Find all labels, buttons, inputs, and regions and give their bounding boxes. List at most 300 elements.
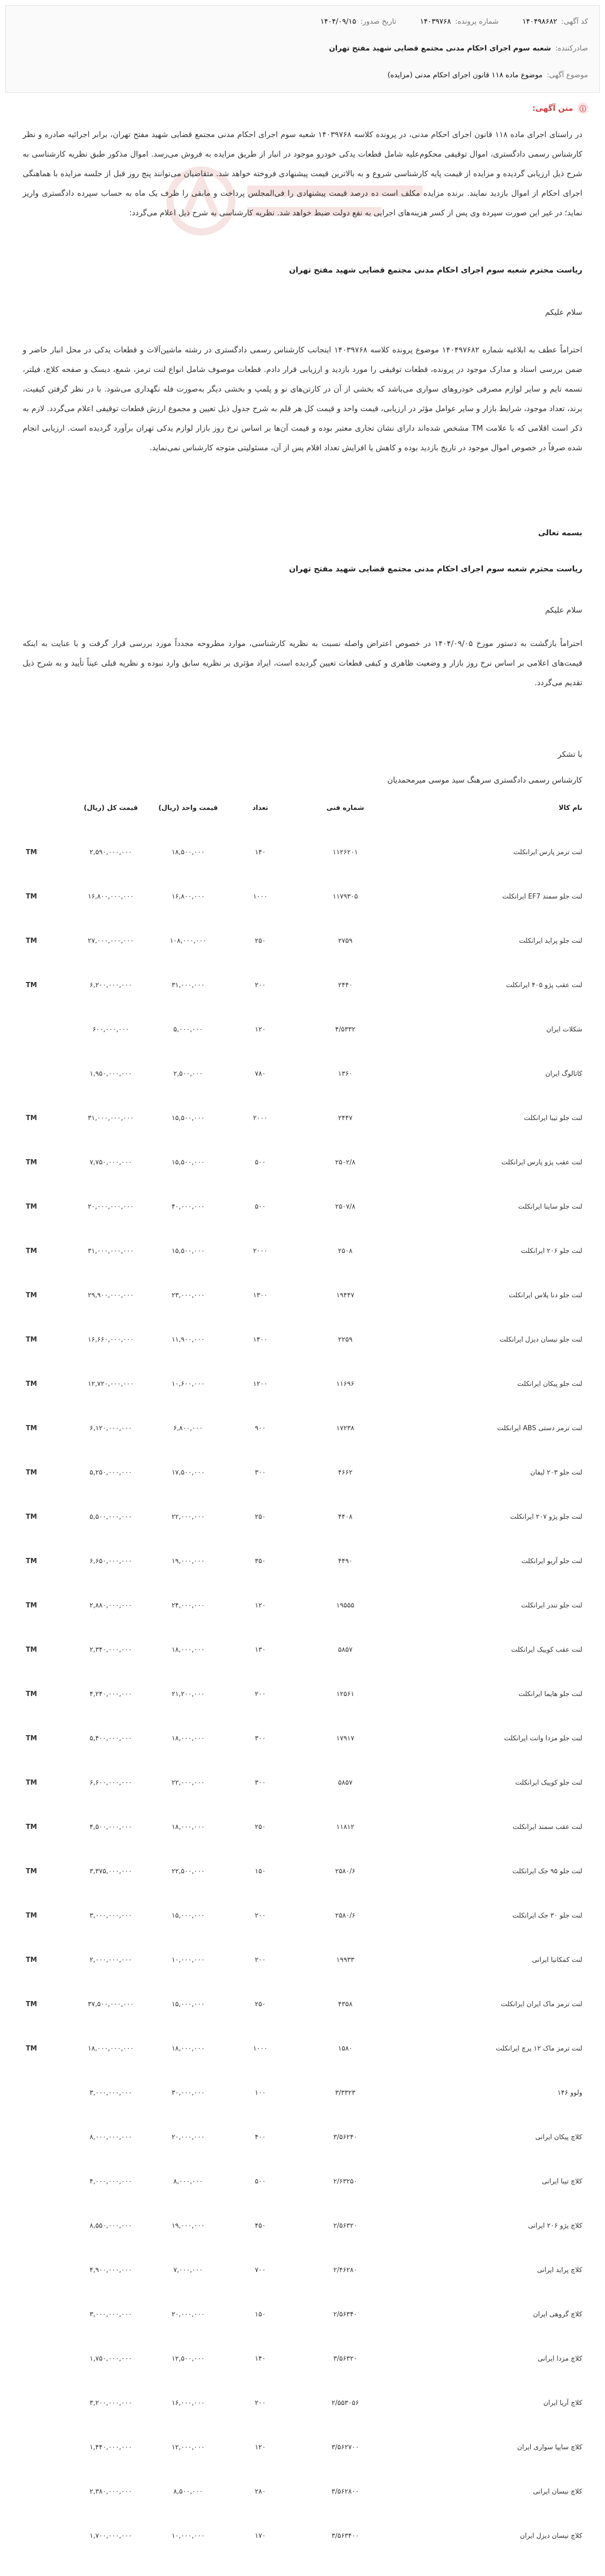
- cell-name: لنت عقب کوییک ایرانکلت: [511, 1646, 582, 1654]
- cell-tot: [72, 2573, 149, 2576]
- cell-name: لنت ترمز ماک ایران ایرانکلت: [500, 2001, 582, 2008]
- ad-code-value: ۱۴۰۴۹۸۶۸۲: [522, 18, 558, 26]
- cell-unit: ۱۲,۰۰۰,۰۰۰: [171, 2444, 205, 2451]
- cell-tech: ۳/۵۶۲۴۰: [333, 2133, 358, 2141]
- cell-unit: ۱۵,۵۰۰,۰۰۰: [171, 1114, 205, 1122]
- table-row: [5, 934, 600, 948]
- cell-tm: [26, 2308, 62, 2322]
- cell-tot: ۲۰,۰۰۰,۰۰۰,۰۰۰: [88, 1203, 134, 1211]
- cell-tm: TM: [26, 849, 37, 856]
- cell-name: لنت جلو تندر ایرانکلت: [521, 1602, 582, 1609]
- cell-name: لنت جلو کوییک ایرانکلت: [515, 1779, 582, 1787]
- cell-tot: ۴,۹۰۰,۰۰۰,۰۰۰: [89, 2266, 132, 2274]
- table-row: [5, 890, 600, 904]
- cell-tot: ۵,۵۰۰,۰۰۰,۰۰۰: [89, 1513, 132, 1521]
- cell-tot: ۵,۴۰۰,۰۰۰,۰۰۰: [89, 1735, 132, 1742]
- cell-tm: [26, 1067, 62, 1081]
- cell-tm: TM: [26, 981, 37, 989]
- table-row: [5, 1732, 600, 1746]
- cell-tech: ۲۷۵۹: [338, 937, 352, 945]
- cell-unit: ۲۰,۰۰۰,۰۰۰: [171, 2133, 205, 2141]
- cell-name: لنت عقب سمند ایرانکلت: [512, 1823, 582, 1831]
- cell-tm: [26, 2219, 62, 2233]
- cell-tech: ۱۲۵۶۱: [336, 1690, 355, 1698]
- case-number-value: ۱۴۰۳۹۷۶۸: [419, 18, 451, 26]
- cell-tm: TM: [26, 1336, 37, 1344]
- parts-table-header: [5, 801, 600, 816]
- cell-tech: ۲/۵۶۳۲۰: [333, 2222, 358, 2230]
- cell-tm: [26, 2485, 62, 2499]
- cell-tot: ۲۷,۰۰۰,۰۰۰,۰۰۰: [88, 937, 134, 945]
- cell-unit: ۸,۵۰۰,۰۰۰: [173, 2488, 203, 2496]
- table-row: [5, 1377, 600, 1392]
- table-row: [5, 1200, 600, 1214]
- table-row: [5, 2042, 600, 2056]
- cell-tm: TM: [26, 1557, 37, 1565]
- cell-tech: ۴۴۰۸: [338, 1513, 352, 1521]
- table-row: [5, 2485, 600, 2499]
- cell-tech: ۳/۵۶۲۷۰۰: [331, 2444, 359, 2451]
- cell-qty: ۵۰۰: [255, 2178, 266, 2185]
- cell-qty: ۱۵۰: [255, 1868, 266, 1875]
- cell-name: لنت ترمز پارس ایرانکلت: [513, 849, 582, 856]
- cell-tot: ۵,۲۵۰,۰۰۰,۰۰۰: [89, 1469, 132, 1477]
- table-row: [5, 1776, 600, 1790]
- letter2-recipient: ریاست محترم شعبه سوم اجرای احکام مدنی مجتمع قضایی شهید مفتح تهران: [289, 564, 582, 573]
- cell-tot: ۶,۱۲۰,۰۰۰,۰۰۰: [89, 1425, 132, 1432]
- notice-header: [5, 5, 600, 93]
- cell-tot: ۳۱,۰۰۰,۰۰۰,۰۰۰: [88, 1247, 134, 1255]
- cell-name: کلاچ تیبا ایرانی: [542, 2178, 582, 2185]
- cell-unit: ۱۰,۰۰۰,۰۰۰: [171, 1956, 205, 1964]
- cell-tot: ۴,۵۰۰,۰۰۰,۰۰۰: [89, 1823, 132, 1831]
- cell-tot: ۶,۶۵۰,۰۰۰,۰۰۰: [89, 1557, 132, 1565]
- table-row: [5, 2352, 600, 2366]
- cell-qty: ۱۰۰۰: [253, 2045, 267, 2053]
- cell-tot: ۳۱,۰۰۰,۰۰۰,۰۰۰: [88, 1114, 134, 1122]
- cell-tot: ۱,۹۵۰,۰۰۰,۰۰۰: [89, 1070, 132, 1078]
- cell-tm: [26, 2263, 62, 2278]
- cell-tm: TM: [26, 937, 37, 945]
- cell-tech: ۳/۵۶۳۲۰: [333, 2355, 358, 2363]
- cell-qty: ۲۰۰: [255, 981, 266, 989]
- cell-name: کلاچ نیسان دیزل ایران: [520, 2532, 582, 2540]
- issue-date-value: ۱۴۰۴/۰۹/۱۵: [320, 18, 357, 26]
- header-row-subject: [17, 66, 588, 84]
- table-row: [5, 2263, 600, 2278]
- cell-unit: ۱۰,۶۰۰,۰۰۰: [171, 1380, 205, 1388]
- subject-value: موضوع ماده ۱۱۸ قانون اجرای احکام مدنی (مزایده): [387, 71, 543, 79]
- cell-tech: ۳/۵۶۲۸۰۰: [331, 2488, 359, 2496]
- cell-tot: ۴,۰۰۰,۰۰۰,۰۰۰: [89, 2178, 132, 2185]
- notice-body-heading-text: متن آگهی:: [532, 104, 573, 113]
- cell-qty: ۵۰۰: [255, 1203, 266, 1211]
- cell-tm: TM: [26, 1469, 37, 1477]
- cell-qty: ۵۰۰: [255, 1159, 266, 1166]
- cell-tech: ۲۵۰۷/۸: [335, 1203, 356, 1211]
- cell-tech: ۱۷۲۳۸: [336, 1425, 355, 1432]
- header-row-meta: [17, 13, 588, 30]
- cell-tm: TM: [26, 1602, 37, 1609]
- cell-unit: ۱۵,۰۰۰,۰۰۰: [171, 1912, 205, 1920]
- cell-unit: ۶,۸۰۰,۰۰۰: [173, 1425, 203, 1432]
- cell-qty: ۱۲۰۰: [253, 1380, 267, 1388]
- cell-qty: ۱۳۰: [255, 1646, 266, 1654]
- cell-tech: ۱۷۹۱۷: [336, 1735, 355, 1742]
- cell-qty: ۱۴۰۰: [253, 1336, 267, 1344]
- cell-tot: ۳,۲۰۰,۰۰۰,۰۰۰: [89, 2399, 132, 2407]
- cell-tm: TM: [26, 1735, 37, 1742]
- cell-tech: ۳/۳۳۲۳: [335, 2089, 356, 2097]
- cell-tot: ۱,۴۴۰,۰۰۰,۰۰۰: [89, 2444, 132, 2451]
- cell-name: لنت جلو تیبا ایرانکلت: [524, 1114, 582, 1122]
- cell-tm: TM: [26, 1646, 37, 1654]
- cell-unit: ۲۱,۲۰۰,۰۰۰: [171, 1690, 205, 1698]
- cell-tot: ۳,۰۰۰,۰۰۰,۰۰۰: [89, 1912, 132, 1920]
- cell-qty: ۷۸۰: [255, 1070, 266, 1078]
- cell-tm: TM: [26, 1425, 37, 1432]
- cell-name: لنت جلو ۲۰۳ لیفان: [530, 1469, 582, 1477]
- cell-qty: ۱۲۰: [255, 1026, 266, 1033]
- cell-name: کلاچ سایپا سواری ایران: [517, 2444, 582, 2451]
- cell-unit: ۱۸,۰۰۰,۰۰۰: [171, 1646, 205, 1654]
- cell-tm: TM: [26, 1823, 37, 1831]
- table-row: [5, 2529, 600, 2544]
- table-row: [5, 1421, 600, 1436]
- cell-tot: ۸,۵۵۰,۰۰۰,۰۰۰: [89, 2222, 132, 2230]
- table-row: [5, 1909, 600, 1923]
- cell-name: لنت جلو پژو ۲۰۷ ایرانکلت: [510, 1513, 582, 1521]
- cell-tot: ۳,۰۰۰,۰۰۰,۰۰۰: [89, 2089, 132, 2097]
- cell-qty: ۷۰۰: [255, 2266, 266, 2274]
- cell-unit: ۱۶,۸۰۰,۰۰۰: [171, 893, 205, 901]
- cell-tm: TM: [26, 893, 37, 901]
- cell-tm: [26, 2441, 62, 2455]
- table-row: [5, 1111, 600, 1126]
- cell-tm: TM: [26, 2045, 37, 2053]
- table-row: [5, 845, 600, 860]
- cell-name: لنت جلو آریو ایرانکلت: [521, 1557, 582, 1565]
- table-row: [5, 1510, 600, 1524]
- table-row: [5, 1599, 600, 1613]
- cell-qty: ۱۷۰: [255, 2532, 266, 2540]
- table-row: [5, 1687, 600, 1702]
- cell-tech: ۲۵۰۲/۸: [335, 1159, 356, 1166]
- cell-qty: ۲۰۰: [255, 1690, 266, 1698]
- cell-unit: ۱۶,۰۰۰,۰۰۰: [171, 2399, 205, 2407]
- cell-tech: ۵۸۵۷: [338, 1779, 352, 1787]
- table-row: [5, 2130, 600, 2145]
- cell-qty: ۲۰۰۰: [253, 1247, 267, 1255]
- cell-tm: [26, 2175, 62, 2189]
- cell-tot: ۱۶,۸۰۰,۰۰۰,۰۰۰: [88, 893, 134, 901]
- table-row: [5, 2175, 600, 2189]
- cell-qty: ۲۵۰: [255, 937, 266, 945]
- cell-tot: ۲,۰۰۰,۰۰۰,۰۰۰: [89, 1956, 132, 1964]
- table-row: [5, 2441, 600, 2455]
- cell-tot: ۳,۰۰۰,۰۰۰,۰۰۰: [89, 2311, 132, 2318]
- cell-unit: ۳۰,۰۰۰,۰۰۰: [171, 2089, 205, 2097]
- cell-tech: ۲۲۵۹: [338, 1336, 352, 1344]
- cell-tech: ۵۸۵۷: [338, 1646, 352, 1654]
- cell-name: لنت ترمز دستی ABS ایرانکلت: [497, 1425, 582, 1432]
- cell-name: کلاچ پیکان ایرانی: [535, 2133, 582, 2141]
- cell-qty: ۱۰۰: [255, 2089, 266, 2097]
- cell-name: لنت عقب پژو ۴۰۵ ایرانکلت: [506, 981, 582, 989]
- cell-qty: ۲۰۰: [255, 1956, 266, 1964]
- cell-qty: ۲۵۰: [255, 1823, 266, 1831]
- cell-name: لنت جلو ۹۵ جک ایرانکلت: [512, 1868, 582, 1875]
- intro-paragraph: در راستای اجرای ماده ۱۱۸ قانون اجرای احکام مدنی، در پرونده کلاسه ۱۴۰۳۹۷۶۸ شعبه سوم اجرای احکام مدنی مجتمع قضایی شهید مفتح تهران، برابر اجرائیه صادره و نظر کارشناس رسمی دادگستری، اموال توقیفی محکوم‌علیه شامل قطعات یدکی خودرو موجود در انبار از طریق مزایده به فروش می‌رسد. اموال مذکور طبق نظریه کارشناسی به شرح ذیل ارزیابی گردیده و مزایده از قیمت پایه کارشناسی شروع و به بالاترین قیمت پیشنهادی فروخته خواهد شد. متقاضیان می‌توانند پنج روز قبل از جلسه مزایده با هماهنگی اجرای احکام از اموال بازدید نمایند. برنده مزایده مکلف است ده درصد قیمت پیشنهادی را فی‌المجلس پرداخت و مابقی را ظرف یک ماه به حساب سپرده دادگستری واریز نماید؛ در غیر این صورت سپرده وی پس از کسر هزینه‌های اجرایی به نفع دولت ضبط خواهد شد. نظریه کارشناسی به شرح ذیل اعلام می‌گردد:: [23, 130, 582, 217]
- cell-tech: ۱۹۹۳۳: [336, 1956, 355, 1964]
- cell-tot: ۱,۷۵۰,۰۰۰,۰۰۰: [89, 2355, 132, 2363]
- closing-invocation: بسمه تعالی: [538, 528, 582, 537]
- table-row: [5, 2086, 600, 2100]
- col-header-total: قیمت کل (ریال): [83, 804, 138, 812]
- cell-tot: ۱۸,۰۰۰,۰۰۰,۰۰۰: [88, 2045, 134, 2053]
- cell-tech: ۲/۶۳۲۵۰: [333, 2178, 358, 2185]
- cell-tot: ۶۰۰,۰۰۰,۰۰۰: [92, 1026, 129, 1033]
- cell-name: لنت جلو مزدا وانت ایرانکلت: [504, 1735, 582, 1742]
- table-row: [5, 1997, 600, 2012]
- ad-code-label: کد آگهی:: [561, 18, 588, 26]
- cell-tech: ۴۳۵۸: [338, 2001, 352, 2008]
- cell-unit: [155, 2573, 222, 2576]
- cell-name: کلاچ پژو ۲۰۶ ایرانی: [528, 2222, 582, 2230]
- cell-name: لنت جلو نیسان دیزل ایرانکلت: [499, 1336, 582, 1344]
- cell-tot: ۲,۸۸۰,۰۰۰,۰۰۰: [89, 1602, 132, 1609]
- cell-unit: ۱۷,۵۰۰,۰۰۰: [171, 1469, 205, 1477]
- cell-unit: ۱۸,۵۰۰,۰۰۰: [171, 849, 205, 856]
- cell-tot: ۱۶,۶۶۰,۰۰۰,۰۰۰: [88, 1336, 134, 1344]
- case-number-label: شماره پرونده:: [455, 18, 499, 26]
- cell-qty: ۲۰۰: [255, 1912, 266, 1920]
- cell-tm: [26, 2352, 62, 2366]
- cell-tm: TM: [26, 1779, 37, 1787]
- cell-tot: ۴,۲۴۰,۰۰۰,۰۰۰: [89, 1690, 132, 1698]
- issue-date: [321, 18, 396, 26]
- cell-tm: TM: [26, 1690, 37, 1698]
- cell-name: لنت عقب پژو پارس ایرانکلت: [501, 1159, 582, 1166]
- cell-tot: ۲,۳۴۰,۰۰۰,۰۰۰: [89, 1646, 132, 1654]
- cell-tot: ۷,۷۵۰,۰۰۰,۰۰۰: [89, 1159, 132, 1166]
- cell-unit: ۲۲,۰۰۰,۰۰۰: [171, 1779, 205, 1787]
- cell-qty: ۱۰۰۰: [253, 893, 267, 901]
- cell-tech: [314, 2573, 376, 2576]
- cell-tot: ۸,۰۰۰,۰۰۰,۰۰۰: [89, 2133, 132, 2141]
- cell-name: لنت جلو پیکان ایرانکلت: [517, 1380, 582, 1388]
- cell-unit: ۱۵,۵۰۰,۰۰۰: [171, 1247, 205, 1255]
- cell-tm: TM: [26, 1956, 37, 1964]
- cell-qty: ۲۵۰: [255, 2001, 266, 2008]
- cell-tot: ۱,۷۰۰,۰۰۰,۰۰۰: [89, 2532, 132, 2540]
- table-row: [5, 1023, 600, 1037]
- cell-tm: TM: [26, 1292, 37, 1299]
- cell-tech: ۱۱۲۶۲۰۱: [332, 849, 358, 856]
- cell-tech: ۲۵۰۸: [338, 1247, 352, 1255]
- table-row: [5, 1156, 600, 1170]
- cell-tech: ۲۵۸۰/۶: [335, 1912, 356, 1920]
- cell-tech: ۱۱۶۹۶: [336, 1380, 355, 1388]
- cell-qty: ۳۵۰: [255, 1557, 266, 1565]
- col-header-tech: شماره فنی: [326, 804, 364, 812]
- cell-tech: ۴۶۶۲: [338, 1469, 352, 1477]
- cell-unit: ۱۸,۰۰۰,۰۰۰: [171, 1823, 205, 1831]
- cell-qty: ۲۰۰۰: [253, 1114, 267, 1122]
- cell-name: کلاچ آریا ایران: [543, 2399, 582, 2407]
- cell-unit: ۴۰,۰۰۰,۰۰۰: [171, 1203, 205, 1211]
- cell-unit: ۲۲,۵۰۰,۰۰۰: [171, 1868, 205, 1875]
- cell-tm: [26, 2529, 62, 2544]
- cell-name: لنت جلو ۳۰ جک ایرانکلت: [512, 1912, 582, 1920]
- cell-name: لنت جلو دنا پلاس ایرانکلت: [509, 1292, 582, 1299]
- col-header-qty: تعداد: [252, 804, 268, 812]
- table-row: [5, 1820, 600, 1835]
- cell-tech: ۲۴۴۰: [338, 981, 352, 989]
- cell-qty: ۲۸۰: [255, 2488, 266, 2496]
- cell-qty: ۳۰۰: [255, 1735, 266, 1742]
- cell-tech: ۱۵۸۰: [338, 2045, 352, 2053]
- parts-table: [5, 801, 600, 2576]
- cell-tm: TM: [26, 1159, 37, 1166]
- cell-name: لنت جلو هایما ایرانکلت: [518, 1690, 582, 1698]
- ad-code: [522, 18, 588, 26]
- table-row: [5, 2396, 600, 2411]
- cell-unit: ۱۰,۰۰۰,۰۰۰: [171, 2532, 205, 2540]
- cell-qty: ۱۲۰: [255, 1602, 266, 1609]
- cell-unit: ۸,۰۰۰,۰۰۰: [173, 2178, 203, 2185]
- cell-unit: ۱۰۸,۰۰۰,۰۰۰: [170, 937, 207, 945]
- cell-tech: ۴۴۹۰: [338, 1557, 352, 1565]
- cell-name: کاتالوگ ایران: [545, 1070, 582, 1078]
- col-header-unit: قیمت واحد (ریال): [158, 804, 218, 812]
- cell-qty: ۴۰۰: [255, 2133, 266, 2141]
- cell-name: شکلات ایران: [546, 1026, 582, 1033]
- header-row-issuer: [17, 40, 588, 57]
- issuer: [329, 44, 588, 53]
- cell-tech: ۲۵۸۰/۶: [335, 1868, 356, 1875]
- cell-name: ولوو ۱۴۶: [557, 2089, 582, 2097]
- cell-unit: ۱۵,۵۰۰,۰۰۰: [171, 1159, 205, 1166]
- table-row: [5, 1067, 600, 1081]
- table-row: [5, 1865, 600, 1879]
- cell-tech: ۳/۵۶۳۴۰۰: [331, 2532, 359, 2540]
- cell-name: کلاچ گروهی ایران: [533, 2311, 582, 2318]
- cell-unit: ۳۱,۰۰۰,۰۰۰: [171, 981, 205, 989]
- cell-qty: ۴۵۰: [255, 2222, 266, 2230]
- cell-tot: ۲,۳۸۰,۰۰۰,۰۰۰: [89, 2488, 132, 2496]
- table-row: [5, 1643, 600, 1657]
- cell-tm: [26, 2573, 62, 2576]
- cell-name: لنت جلو ساینا ایرانکلت: [518, 1203, 582, 1211]
- letter1-recipient: ریاست محترم شعبه سوم اجرای احکام مدنی مجتمع قضایی شهید مفتح تهران: [289, 265, 582, 275]
- cell-tm: TM: [26, 1912, 37, 1920]
- cell-qty: ۱۴۰: [255, 2355, 266, 2363]
- letter1-salutation: سلام علیکم: [545, 308, 582, 317]
- cell-tech: ۱۹۵۵۵: [336, 1602, 355, 1609]
- cell-tm: TM: [26, 1513, 37, 1521]
- subject: [388, 71, 588, 79]
- cell-unit: ۱۹,۰۰۰,۰۰۰: [171, 2222, 205, 2230]
- cell-unit: ۲۲,۰۰۰,۰۰۰: [171, 1513, 205, 1521]
- cell-unit: ۲۰,۰۰۰,۰۰۰: [171, 2311, 205, 2318]
- case-number: [420, 18, 498, 26]
- objection-response-paragraph: احتراماً بازگشت به دستور مورخ ۱۴۰۴/۰۹/۰۵ در خصوص اعتراض واصله نسبت به نظریه کارشناسی، موارد مطروحه مجدداً مورد بررسی قرار گرفت و با عنایت به اینکه قیمت‌های اعلامی بر اساس نرخ روز بازار و وضعیت ظاهری و کیفی قطعات تعیین گردیده است، ایراد مؤثری بر نظریه سابق وارد نبوده و نظریه قبلی عیناً تأیید و به شرح ذیل تقدیم می‌گردد.: [23, 639, 582, 687]
- cell-qty: ۱۲۰: [255, 2444, 266, 2451]
- cell-tm: TM: [26, 2001, 37, 2008]
- table-row: [5, 2308, 600, 2322]
- cell-tm: [26, 2086, 62, 2100]
- cell-qty: ۱۳۰۰: [253, 1292, 267, 1299]
- issue-date-label: تاریخ صدور:: [360, 18, 396, 26]
- issuer-label: صادرکننده:: [555, 44, 588, 53]
- table-row: [5, 1466, 600, 1480]
- cell-unit: ۱۸,۰۰۰,۰۰۰: [171, 2045, 205, 2053]
- cell-unit: ۲,۵۰۰,۰۰۰: [173, 1070, 203, 1078]
- cell-tm: TM: [26, 1380, 37, 1388]
- cell-unit: ۲۳,۰۰۰,۰۰۰: [171, 1292, 205, 1299]
- cell-tot: ۳۷,۵۰۰,۰۰۰,۰۰۰: [88, 2001, 134, 2008]
- cell-unit: ۱۵,۰۰۰,۰۰۰: [171, 2001, 205, 2008]
- cell-unit: ۱۸,۰۰۰,۰۰۰: [171, 1735, 205, 1742]
- cell-tm: TM: [26, 1114, 37, 1122]
- expert-signature: کارشناس رسمی دادگستری سرهنگ سید موسی میرمحمدیان: [387, 775, 582, 785]
- table-row: [5, 2573, 600, 2576]
- letter2-salutation: سلام علیکم: [545, 605, 582, 615]
- cell-tech: ۱۱۸۱۲: [336, 1823, 355, 1831]
- cell-tech: ۱۱۷۹۳۰۵: [332, 893, 358, 901]
- col-header-name: نام کالا: [559, 804, 582, 812]
- cell-name: لنت جلو سمند EF7 ایرانکلت: [502, 893, 582, 901]
- cell-qty: ۱۵۰: [255, 2311, 266, 2318]
- cell-name: لنت کمکانیا ایرانی: [532, 1956, 582, 1964]
- table-row: [5, 1244, 600, 1259]
- cell-tm: TM: [26, 1203, 37, 1211]
- table-row: [5, 2219, 600, 2233]
- cell-tm: TM: [26, 1868, 37, 1875]
- cell-tech: ۱۳۶۰: [338, 1070, 352, 1078]
- info-icon: ⓘ: [577, 103, 589, 114]
- cell-tm: [26, 1023, 62, 1037]
- cell-qty: ۲۵۰: [255, 1513, 266, 1521]
- cell-qty: ۱۴۰: [255, 849, 266, 856]
- cell-name: [407, 2573, 582, 2576]
- thanks-line: با تشکر: [558, 750, 582, 759]
- cell-tot: ۱۲,۷۲۰,۰۰۰,۰۰۰: [88, 1380, 134, 1388]
- cell-name: لنت جلو ۲۰۶ ایرانکلت: [521, 1247, 582, 1255]
- cell-tm: [26, 2130, 62, 2145]
- cell-tech: ۱۹۴۴۷: [336, 1292, 355, 1299]
- cell-tech: ۲۴۴۷: [338, 1114, 352, 1122]
- subject-label: موضوع آگهی:: [546, 71, 588, 79]
- cell-unit: ۱۱,۹۰۰,۰۰۰: [171, 1336, 205, 1344]
- cell-unit: ۷,۰۰۰,۰۰۰: [173, 2266, 203, 2274]
- notice-page: [5, 5, 600, 2576]
- cell-name: کلاچ نیسان ایرانی: [533, 2488, 582, 2496]
- cell-tm: [26, 2396, 62, 2411]
- cell-tot: ۲,۵۹۰,۰۰۰,۰۰۰: [89, 849, 132, 856]
- table-row: [5, 1953, 600, 1968]
- cell-name: لنت ترمز ماک ۱۲ پرچ ایرانکلت: [496, 2045, 582, 2053]
- cell-tech: ۴/۵۳۳۲: [335, 1026, 356, 1033]
- cell-qty: ۳۰۰: [255, 1469, 266, 1477]
- issuer-value: شعبه سوم اجرای احکام مدنی مجتمع قضایی شهید مفتح تهران: [329, 44, 551, 53]
- cell-tm: TM: [26, 1247, 37, 1255]
- cell-qty: ۹۰۰: [255, 1425, 266, 1432]
- cell-qty: [240, 2573, 281, 2576]
- cell-qty: ۲۰۰: [255, 2399, 266, 2407]
- cell-tech: ۲/۴۶۲۸۰: [333, 2266, 358, 2274]
